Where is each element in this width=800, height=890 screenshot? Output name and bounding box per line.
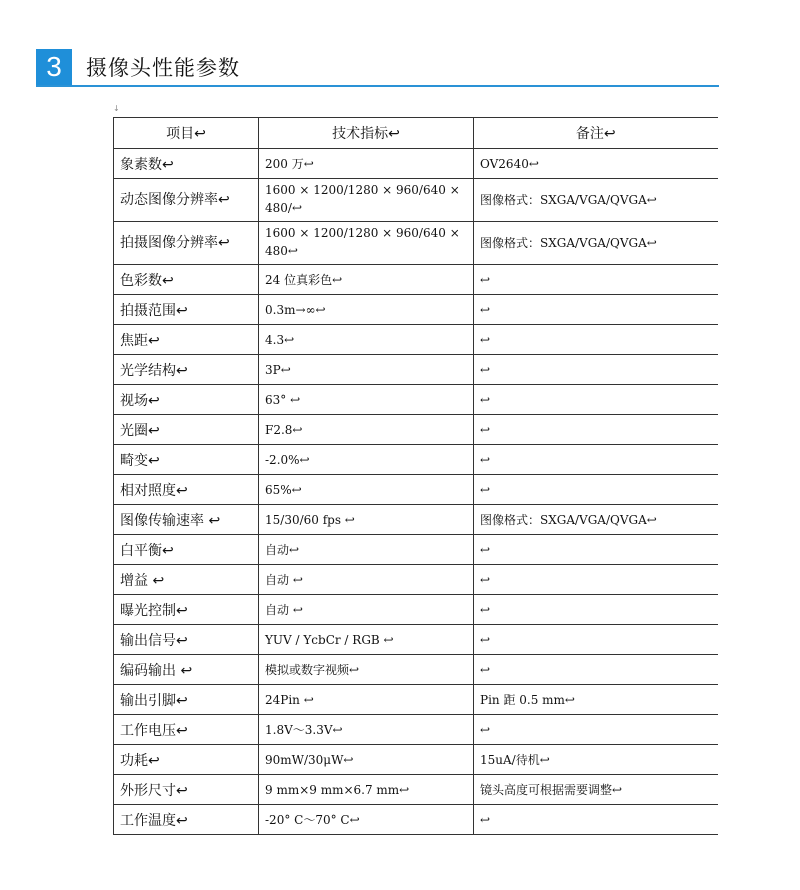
table-row [114, 505, 718, 535]
note-cell: 图像格式：SXGA/VGA/QVGA↩ [474, 222, 718, 265]
table-header-row [114, 118, 718, 149]
table-row [114, 535, 718, 565]
item-cell: 焦距↩ [114, 325, 259, 355]
note-cell: 15uA/待机↩ [474, 745, 718, 775]
item-cell: 图像传输速率 ↩ [114, 505, 259, 535]
table-row [114, 295, 718, 325]
section-title: 摄像头性能参数 [86, 56, 240, 80]
header-divider [36, 85, 719, 87]
note-cell: ↩ [474, 565, 718, 595]
header-item: 项目↩ [114, 118, 259, 149]
spec-cell: 90mW/30μW↩ [259, 745, 474, 775]
table-row [114, 355, 718, 385]
note-cell: ↩ [474, 625, 718, 655]
section-number: 3 [36, 49, 72, 85]
item-cell: 功耗↩ [114, 745, 259, 775]
spec-cell: 4.3↩ [259, 325, 474, 355]
note-cell: ↩ [474, 595, 718, 625]
table-row [114, 745, 718, 775]
item-cell: 工作电压↩ [114, 715, 259, 745]
note-cell: ↩ [474, 445, 718, 475]
spec-cell: 自动 ↩ [259, 565, 474, 595]
spec-cell: 模拟或数字视频↩ [259, 655, 474, 685]
spec-cell: 1600 × 1200/1280 × 960/640 × 480↩ [259, 222, 474, 265]
spec-cell: -20° C～70° C↩ [259, 805, 474, 835]
note-cell: ↩ [474, 655, 718, 685]
table-row [114, 475, 718, 505]
table-row [114, 625, 718, 655]
table-row [114, 775, 718, 805]
table-row [114, 445, 718, 475]
note-cell: 镜头高度可根据需要调整↩ [474, 775, 718, 805]
section-header [36, 49, 719, 89]
spec-cell: 63° ↩ [259, 385, 474, 415]
item-cell: 工作温度↩ [114, 805, 259, 835]
camera-spec-table [113, 117, 718, 835]
table-row [114, 685, 718, 715]
note-cell: Pin 距 0.5 mm↩ [474, 685, 718, 715]
spec-cell: 1600 × 1200/1280 × 960/640 × 480/↩ [259, 179, 474, 222]
item-cell: 拍摄范围↩ [114, 295, 259, 325]
item-cell: 色彩数↩ [114, 265, 259, 295]
table-row [114, 415, 718, 445]
spec-cell: 自动↩ [259, 535, 474, 565]
table-row [114, 715, 718, 745]
spec-cell: 200 万↩ [259, 149, 474, 179]
note-cell: OV2640↩ [474, 149, 718, 179]
table-row [114, 385, 718, 415]
note-cell: ↩ [474, 385, 718, 415]
note-cell: ↩ [474, 715, 718, 745]
table-row [114, 179, 718, 222]
note-cell: ↩ [474, 475, 718, 505]
spec-cell: F2.8↩ [259, 415, 474, 445]
item-cell: 相对照度↩ [114, 475, 259, 505]
note-cell: ↩ [474, 535, 718, 565]
spec-cell: 0.3m→∞↩ [259, 295, 474, 325]
item-cell: 输出信号↩ [114, 625, 259, 655]
item-cell: 增益 ↩ [114, 565, 259, 595]
table-row [114, 265, 718, 295]
item-cell: 光圈↩ [114, 415, 259, 445]
spec-cell: 自动 ↩ [259, 595, 474, 625]
header-spec: 技术指标↩ [259, 118, 474, 149]
spec-cell: YUV / YcbCr / RGB ↩ [259, 625, 474, 655]
spec-cell: 65%↩ [259, 475, 474, 505]
note-cell: ↩ [474, 295, 718, 325]
spec-cell: 15/30/60 fps ↩ [259, 505, 474, 535]
item-cell: 输出引脚↩ [114, 685, 259, 715]
table-row [114, 805, 718, 835]
note-cell: ↩ [474, 355, 718, 385]
item-cell: 外形尺寸↩ [114, 775, 259, 805]
item-cell: 视场↩ [114, 385, 259, 415]
table-row [114, 325, 718, 355]
note-cell: ↩ [474, 265, 718, 295]
spec-cell: 3P↩ [259, 355, 474, 385]
note-cell: ↩ [474, 325, 718, 355]
table-row [114, 149, 718, 179]
table-row [114, 222, 718, 265]
note-cell: ↩ [474, 805, 718, 835]
note-cell: 图像格式：SXGA/VGA/QVGA↩ [474, 505, 718, 535]
spec-cell: 24Pin ↩ [259, 685, 474, 715]
spec-cell: 1.8V～3.3V↩ [259, 715, 474, 745]
item-cell: 光学结构↩ [114, 355, 259, 385]
paragraph-mark: ↓ [113, 104, 120, 113]
table-row [114, 565, 718, 595]
note-cell: 图像格式：SXGA/VGA/QVGA↩ [474, 179, 718, 222]
table-row [114, 595, 718, 625]
item-cell: 曝光控制↩ [114, 595, 259, 625]
item-cell: 动态图像分辨率↩ [114, 179, 259, 222]
table-body [114, 149, 718, 835]
item-cell: 拍摄图像分辨率↩ [114, 222, 259, 265]
table-row [114, 655, 718, 685]
header-note: 备注↩ [474, 118, 718, 149]
note-cell: ↩ [474, 415, 718, 445]
spec-cell: 24 位真彩色↩ [259, 265, 474, 295]
item-cell: 白平衡↩ [114, 535, 259, 565]
item-cell: 编码输出 ↩ [114, 655, 259, 685]
item-cell: 畸变↩ [114, 445, 259, 475]
spec-cell: 9 mm×9 mm×6.7 mm↩ [259, 775, 474, 805]
spec-cell: -2.0%↩ [259, 445, 474, 475]
item-cell: 象素数↩ [114, 149, 259, 179]
